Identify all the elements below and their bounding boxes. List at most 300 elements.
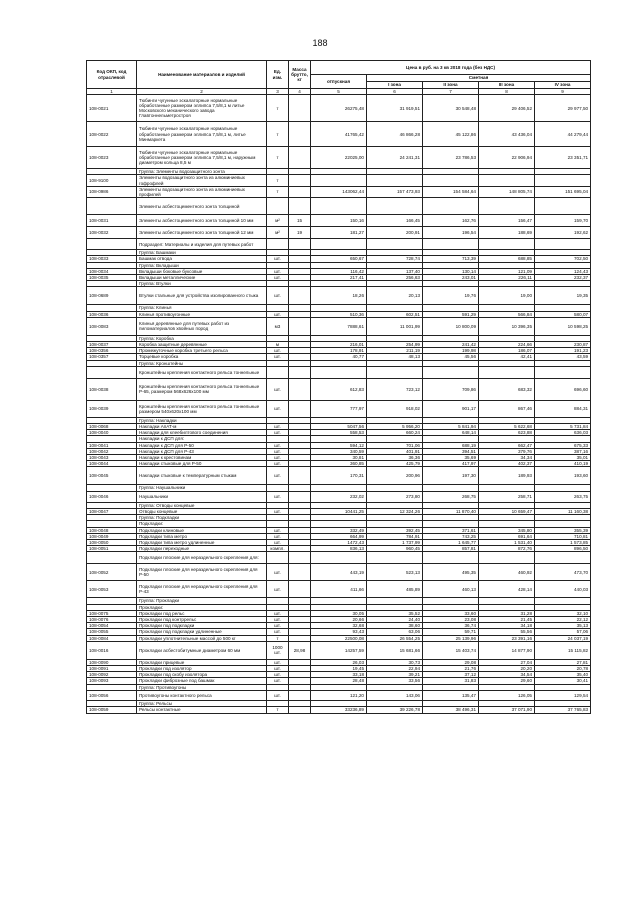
cell-zone-1-price: 157 473,93 bbox=[367, 186, 423, 197]
cell-code: 108-0093 bbox=[87, 678, 137, 684]
cell-zone-1-price: 39 226,78 bbox=[367, 706, 423, 713]
cell-zone-4-price: 35,40 bbox=[535, 672, 591, 678]
cell-zone-1-price: 401,91 bbox=[367, 448, 423, 454]
cell-zone-3-price: 691,64 bbox=[479, 533, 535, 539]
cell-code: 108-0090 bbox=[87, 659, 137, 665]
cell-release-price: 232,02 bbox=[311, 491, 367, 502]
cell-code: 108-0033 bbox=[87, 256, 137, 262]
cell-name: Подкладки плоские для нераздельного скрепления для: bbox=[137, 552, 267, 564]
cell-zone-3-price bbox=[479, 552, 535, 564]
cell-code: 108-0041 bbox=[87, 442, 137, 448]
cell-zone-3-price: 29 406,52 bbox=[479, 95, 535, 122]
table-row bbox=[87, 366, 591, 378]
cell-name: Накладки для клеебилтового соединения bbox=[137, 430, 267, 436]
cell-zone-3-price: 42,41 bbox=[479, 354, 535, 360]
cell-release-price: 41765,42 bbox=[311, 122, 367, 147]
cell-zone-3-price: 5 622,68 bbox=[479, 424, 535, 430]
cell-zone-4-price bbox=[535, 552, 591, 564]
cell-name: Тюбинги чугунные эскалаторные нормальные обработанные размером эллипса 7,5/8,1 м литье Московского механического завода Главтоннельметростроя bbox=[137, 95, 267, 122]
cell-mass bbox=[289, 175, 311, 186]
cell-zone-1-price: 5 956,20 bbox=[367, 424, 423, 430]
cell-zone-1-price: 701,06 bbox=[367, 442, 423, 448]
cell-zone-4-price: 636,03 bbox=[535, 430, 591, 436]
cell-name: Втулки стальные для устройства изолированного стыка bbox=[137, 287, 267, 305]
cell-code: 108-0016 bbox=[87, 641, 137, 659]
cell-zone-4-price: 43,59 bbox=[535, 354, 591, 360]
cell-zone-4-price: 124,43 bbox=[535, 268, 591, 274]
cell-mass: 15 bbox=[289, 215, 311, 227]
cell-zone-3-price: 258,71 bbox=[479, 491, 535, 502]
cell-mass bbox=[289, 122, 311, 147]
cell-code bbox=[87, 198, 137, 215]
cell-name: Накладки к ДСП для Р-50 bbox=[137, 442, 267, 448]
table-row bbox=[87, 215, 591, 227]
cell-zone-3-price: 126,05 bbox=[479, 690, 535, 700]
cell-zone-4-price: 15 115,82 bbox=[535, 641, 591, 659]
cell-release-price: 650,67 bbox=[311, 256, 367, 262]
cell-code: 108-0032 bbox=[87, 227, 137, 239]
cell-zone-3-price: 1 531,40 bbox=[479, 539, 535, 545]
cell-zone-2-price: 15 403,74 bbox=[423, 641, 479, 659]
cell-zone-1-price: 166,45 bbox=[367, 215, 423, 227]
cell-unit: шт. bbox=[267, 610, 289, 616]
cell-release-price: 178,91 bbox=[311, 348, 367, 354]
cell-release-price: 360,85 bbox=[311, 461, 367, 467]
cell-mass bbox=[289, 564, 311, 581]
cell-code: 108-0689 bbox=[87, 287, 137, 305]
cell-zone-2-price: 36,74 bbox=[423, 623, 479, 629]
price-table bbox=[86, 60, 591, 714]
cell-name: Группа: Наушальники bbox=[137, 485, 267, 491]
cell-zone-2-price: 196,54 bbox=[423, 227, 479, 239]
cell-unit: шт. bbox=[267, 672, 289, 678]
cell-name: Группа: Кронштейны bbox=[137, 360, 267, 366]
cell-mass bbox=[289, 317, 311, 335]
cell-zone-2-price bbox=[423, 175, 479, 186]
cell-zone-2-price: 688,19 bbox=[423, 442, 479, 448]
cell-release-price: 33,18 bbox=[311, 672, 367, 678]
cell-name: Элементы асбестоцементного зонта толщиной 10 мм bbox=[137, 215, 267, 227]
cell-zone-2-price: 31,83 bbox=[423, 678, 479, 684]
cell-release-price bbox=[311, 198, 367, 215]
header-release: отпускная bbox=[311, 75, 367, 89]
table-row bbox=[87, 378, 591, 400]
cell-code: 108-0045 bbox=[87, 467, 137, 485]
cell-unit: шт. bbox=[267, 311, 289, 317]
cell-zone-1-price: 200,96 bbox=[367, 467, 423, 485]
cell-zone-2-price: 33,60 bbox=[423, 610, 479, 616]
cell-release-price: 558,53 bbox=[311, 430, 367, 436]
table-row bbox=[87, 400, 591, 417]
cell-release-price: 30,05 bbox=[311, 610, 367, 616]
cell-mass bbox=[289, 198, 311, 215]
cell-code bbox=[87, 366, 137, 378]
cell-code: 108-0356 bbox=[87, 348, 137, 354]
cell-name: Группа: Прокладки bbox=[137, 598, 267, 604]
cell-zone-3-price: 148 805,74 bbox=[479, 186, 535, 197]
cell-zone-4-price: 19,35 bbox=[535, 287, 591, 305]
header-unit: Ед. изм. bbox=[267, 61, 289, 89]
cell-name: Клинья деревянные для путевых работ из пиломатериалов хвойных пород bbox=[137, 317, 267, 335]
table-row bbox=[87, 122, 591, 147]
cell-name: Прокладки под рельс bbox=[137, 610, 267, 616]
cell-zone-1-price bbox=[367, 552, 423, 564]
cell-zone-3-price: 27,04 bbox=[479, 659, 535, 665]
cell-release-price: 150,16 bbox=[311, 215, 367, 227]
cell-name: Накладки к ДСП для Р-43 bbox=[137, 448, 267, 454]
cell-zone-2-price: 197,30 bbox=[423, 467, 479, 485]
header-estimate: Сметная bbox=[367, 75, 591, 82]
cell-zone-3-price: 872,76 bbox=[479, 546, 535, 552]
cell-zone-4-price: 29 977,50 bbox=[535, 95, 591, 122]
cell-unit: шт. bbox=[267, 508, 289, 514]
cell-unit: шт. bbox=[267, 275, 289, 281]
cell-release-price: 33236,89 bbox=[311, 706, 367, 713]
cell-zone-2-price: 29,08 bbox=[423, 659, 479, 665]
cell-name: Прокладки асбестобитумные диаметром 60 мм bbox=[137, 641, 267, 659]
column-number: 1 bbox=[87, 89, 137, 95]
cell-unit: шт. bbox=[267, 354, 289, 360]
cell-zone-4-price: 473,70 bbox=[535, 564, 591, 581]
cell-unit: шт. bbox=[267, 442, 289, 448]
cell-zone-4-price: 232,37 bbox=[535, 275, 591, 281]
cell-zone-3-price: 34,34 bbox=[479, 455, 535, 461]
cell-zone-3-price: 662,47 bbox=[479, 442, 535, 448]
cell-name: Тюбинги чугунные эскалаторные нормальные обработанные размером эллипса 7,5/8,1 м, литье Минмаркета bbox=[137, 122, 267, 147]
cell-release-price: 594,12 bbox=[311, 442, 367, 448]
cell-zone-4-price: 387,16 bbox=[535, 448, 591, 454]
cell-unit: шт. bbox=[267, 564, 289, 581]
cell-zone-4-price: 32,10 bbox=[535, 610, 591, 616]
cell-name: Подкладки типа метро удлиненные bbox=[137, 539, 267, 545]
cell-zone-2-price: 154 584,64 bbox=[423, 186, 479, 197]
cell-zone-4-price: 263,75 bbox=[535, 491, 591, 502]
table-row bbox=[87, 491, 591, 502]
cell-zone-2-price: 37,12 bbox=[423, 672, 479, 678]
cell-zone-3-price: 867,46 bbox=[479, 400, 535, 417]
table-row bbox=[87, 227, 591, 239]
cell-zone-2-price: 243,01 bbox=[423, 275, 479, 281]
cell-name: Клинья противоугонные bbox=[137, 311, 267, 317]
cell-zone-4-price: 702,50 bbox=[535, 256, 591, 262]
cell-zone-2-price: 199,98 bbox=[423, 348, 479, 354]
cell-zone-1-price: 12 324,26 bbox=[367, 508, 423, 514]
cell-code: 108-9100 bbox=[87, 175, 137, 186]
cell-zone-4-price: 35,13 bbox=[535, 623, 591, 629]
cell-zone-2-price: 394,51 bbox=[423, 448, 479, 454]
cell-zone-1-price: 728,74 bbox=[367, 256, 423, 262]
cell-zone-2-price: 45 122,86 bbox=[423, 122, 479, 147]
cell-zone-3-price: 623,88 bbox=[479, 430, 535, 436]
cell-release-price: 30,81 bbox=[311, 455, 367, 461]
cell-code: 108-0049 bbox=[87, 533, 137, 539]
cell-zone-4-price: 440,03 bbox=[535, 581, 591, 598]
cell-mass bbox=[289, 467, 311, 485]
cell-code: 108-0091 bbox=[87, 665, 137, 671]
cell-code: 108-0044 bbox=[87, 461, 137, 467]
cell-zone-4-price: 27,81 bbox=[535, 659, 591, 665]
cell-release-price: 664,99 bbox=[311, 533, 367, 539]
cell-zone-3-price: 29,60 bbox=[479, 678, 535, 684]
cell-zone-1-price bbox=[367, 175, 423, 186]
cell-zone-1-price: 200,91 bbox=[367, 227, 423, 239]
header-name: Наименование материалов и изделий bbox=[137, 61, 267, 89]
cell-unit: шт. bbox=[267, 430, 289, 436]
cell-unit: шт. bbox=[267, 400, 289, 417]
cell-unit: т bbox=[267, 175, 289, 186]
column-number: 6 bbox=[367, 89, 423, 95]
cell-name: Прокладки под скобу изолятора bbox=[137, 672, 267, 678]
cell-zone-2-price: 35,69 bbox=[423, 455, 479, 461]
cell-zone-1-price: 254,99 bbox=[367, 342, 423, 348]
cell-name: Подкладки переходные bbox=[137, 546, 267, 552]
cell-unit: шт. bbox=[267, 455, 289, 461]
cell-zone-4-price: 151 695,04 bbox=[535, 186, 591, 197]
cell-zone-3-price: 10 396,35 bbox=[479, 317, 535, 335]
cell-name: Группа: Элементы водозащитного зонта bbox=[137, 169, 267, 175]
cell-zone-2-price: 21,76 bbox=[423, 665, 479, 671]
cell-unit: шт. bbox=[267, 690, 289, 700]
cell-name: Прокладки прицевые bbox=[137, 659, 267, 665]
cell-zone-1-price: 918,02 bbox=[367, 400, 423, 417]
cell-zone-4-price: 410,19 bbox=[535, 461, 591, 467]
cell-release-price: 20,66 bbox=[311, 616, 367, 622]
header-code: Код ОКП, код отраслевой bbox=[87, 61, 137, 89]
cell-release-price: 836,13 bbox=[311, 546, 367, 552]
cell-zone-1-price: 784,91 bbox=[367, 533, 423, 539]
cell-zone-1-price: 723,12 bbox=[367, 378, 423, 400]
cell-zone-4-price: 896,50 bbox=[535, 546, 591, 552]
cell-name: Рельсы контактные bbox=[137, 706, 267, 713]
cell-zone-3-price: 566,84 bbox=[479, 311, 535, 317]
cell-code: 108-0042 bbox=[87, 448, 137, 454]
cell-release-price: 93,43 bbox=[311, 629, 367, 635]
cell-zone-2-price bbox=[423, 239, 479, 250]
cell-zone-2-price: 857,81 bbox=[423, 546, 479, 552]
cell-zone-2-price: 45,56 bbox=[423, 354, 479, 360]
cell-zone-1-price: 48,13 bbox=[367, 354, 423, 360]
cell-mass: 19 bbox=[289, 227, 311, 239]
cell-zone-2-price: 130,14 bbox=[423, 268, 479, 274]
cell-zone-2-price: 11 870,40 bbox=[423, 508, 479, 514]
cell-zone-3-price: 22 906,94 bbox=[479, 147, 535, 169]
cell-release-price: 777,97 bbox=[311, 400, 367, 417]
cell-zone-2-price: 30 548,48 bbox=[423, 95, 479, 122]
column-number: 5 bbox=[311, 89, 367, 95]
cell-release-price: 217,41 bbox=[311, 275, 367, 281]
cell-unit: т bbox=[267, 706, 289, 713]
cell-unit: т bbox=[267, 122, 289, 147]
cell-zone-4-price: 20,78 bbox=[535, 665, 591, 671]
header-zone-1: I зона bbox=[367, 82, 423, 89]
cell-zone-4-price bbox=[535, 175, 591, 186]
cell-name: Накладки стыковые к температурным стыкам bbox=[137, 467, 267, 485]
cell-zone-4-price: 192,62 bbox=[535, 227, 591, 239]
cell-zone-1-price: 24 241,31 bbox=[367, 147, 423, 169]
table-row bbox=[87, 186, 591, 197]
cell-zone-2-price: 709,86 bbox=[423, 378, 479, 400]
cell-name: Противоугоны контактного рельса bbox=[137, 690, 267, 700]
cell-unit: шт. bbox=[267, 378, 289, 400]
cell-name: Накладки к крестовинам bbox=[137, 455, 267, 461]
cell-unit bbox=[267, 198, 289, 215]
header-zone-2: II зона bbox=[423, 82, 479, 89]
cell-zone-2-price: 591,29 bbox=[423, 311, 479, 317]
cell-zone-4-price: 57,06 bbox=[535, 629, 591, 635]
cell-unit: шт. bbox=[267, 616, 289, 622]
cell-release-price: 332,49 bbox=[311, 527, 367, 533]
cell-zone-2-price: 743,25 bbox=[423, 533, 479, 539]
cell-code: 108-0046 bbox=[87, 491, 137, 502]
cell-name: Кронштейны крепления контактного рельса тоннельные Р-65, размером 568x626x100 мм bbox=[137, 378, 267, 400]
cell-unit: шт. bbox=[267, 448, 289, 454]
cell-mass bbox=[289, 147, 311, 169]
cell-zone-4-price: 355,39 bbox=[535, 527, 591, 533]
cell-zone-4-price: 5 731,84 bbox=[535, 424, 591, 430]
cell-zone-1-price: 38,60 bbox=[367, 623, 423, 629]
cell-zone-4-price: 23 351,71 bbox=[535, 147, 591, 169]
cell-name: Группа: Втулки bbox=[137, 281, 267, 287]
cell-zone-2-price: 19,76 bbox=[423, 287, 479, 305]
cell-name: Вкладыши металлические bbox=[137, 275, 267, 281]
cell-zone-3-price: 189,93 bbox=[479, 467, 535, 485]
cell-name: Вкладыши боковые буксовые bbox=[137, 268, 267, 274]
cell-name: Группа: Накладки bbox=[137, 417, 267, 423]
cell-unit: шт. bbox=[267, 348, 289, 354]
cell-unit: компл. bbox=[267, 546, 289, 552]
cell-mass bbox=[289, 366, 311, 378]
cell-zone-2-price: 1 645,77 bbox=[423, 539, 479, 545]
cell-zone-1-price: 256,63 bbox=[367, 275, 423, 281]
cell-unit: шт. bbox=[267, 287, 289, 305]
cell-code bbox=[87, 239, 137, 250]
cell-unit bbox=[267, 552, 289, 564]
cell-zone-4-price: 37 765,83 bbox=[535, 706, 591, 713]
table-row bbox=[87, 147, 591, 169]
cell-zone-4-price: 710,81 bbox=[535, 533, 591, 539]
cell-zone-1-price: 660,24 bbox=[367, 430, 423, 436]
cell-unit: шт. bbox=[267, 256, 289, 262]
cell-name: Коробка защитные деревянные bbox=[137, 342, 267, 348]
cell-code: 108-0052 bbox=[87, 564, 137, 581]
cell-name: Накладки к ДСП для: bbox=[137, 436, 267, 442]
cell-zone-1-price: 960,45 bbox=[367, 546, 423, 552]
cell-unit: т bbox=[267, 95, 289, 122]
cell-release-price: 40,77 bbox=[311, 354, 367, 360]
cell-code: 108-0021 bbox=[87, 95, 137, 122]
cell-zone-1-price: 602,51 bbox=[367, 311, 423, 317]
table-row bbox=[87, 552, 591, 564]
cell-mass bbox=[289, 690, 311, 700]
cell-zone-3-price: 121,09 bbox=[479, 268, 535, 274]
cell-code: 108-0038 bbox=[87, 378, 137, 400]
cell-zone-3-price: 188,69 bbox=[479, 227, 535, 239]
cell-zone-2-price: 371,61 bbox=[423, 527, 479, 533]
cell-zone-2-price: 901,17 bbox=[423, 400, 479, 417]
cell-code: 108-0040 bbox=[87, 430, 137, 436]
cell-zone-3-price: 186,07 bbox=[479, 348, 535, 354]
cell-zone-2-price: 38 496,31 bbox=[423, 706, 479, 713]
header-zone-4: IV зона bbox=[535, 82, 591, 89]
cell-name: Подкладки плоские для нераздельного скрепления для Р-50 bbox=[137, 564, 267, 581]
cell-name: Башмак отвода bbox=[137, 256, 267, 262]
cell-zone-3-price: 21,45 bbox=[479, 616, 535, 622]
cell-code: 108-0084 bbox=[87, 635, 137, 641]
cell-unit: т bbox=[267, 635, 289, 641]
cell-release-price: 443,19 bbox=[311, 564, 367, 581]
cell-name: Тюбинги чугунные эскалаторные нормальные обработанные размером эллипса 7,5/8,1 м, наружным диаметром кольца 8,5 м bbox=[137, 147, 267, 169]
cell-code: 108-0986 bbox=[87, 186, 137, 197]
cell-name: Прокладки под подкладки bbox=[137, 623, 267, 629]
cell-name: Группа: Рельсы bbox=[137, 700, 267, 706]
cell-release-price: 28,48 bbox=[311, 678, 367, 684]
cell-name: Торцевые коробка bbox=[137, 354, 267, 360]
cell-unit bbox=[267, 366, 289, 378]
cell-name: Элементы водозащитного зонта из алюминиевых гофрофлей bbox=[137, 175, 267, 186]
cell-unit: шт. bbox=[267, 424, 289, 430]
table-row bbox=[87, 95, 591, 122]
cell-name: Подраздел: Материалы и изделия для путевых работ bbox=[137, 239, 267, 250]
cell-name: Наушальники bbox=[137, 491, 267, 502]
cell-zone-3-price: 34,18 bbox=[479, 623, 535, 629]
cell-zone-2-price: 241,42 bbox=[423, 342, 479, 348]
cell-zone-1-price: 31 919,51 bbox=[367, 95, 423, 122]
cell-code: 108-0023 bbox=[87, 147, 137, 169]
cell-release-price: 143062,44 bbox=[311, 186, 367, 197]
cell-mass bbox=[289, 186, 311, 197]
cell-code: 108-0054 bbox=[87, 623, 137, 629]
cell-code: 108-0047 bbox=[87, 508, 137, 514]
table-row bbox=[87, 175, 591, 186]
table-row bbox=[87, 564, 591, 581]
cell-code: 108-0357 bbox=[87, 354, 137, 360]
cell-zone-1-price bbox=[367, 239, 423, 250]
cell-release-price: 1472,43 bbox=[311, 539, 367, 545]
cell-zone-4-price bbox=[535, 239, 591, 250]
cell-release-price: 18,26 bbox=[311, 287, 367, 305]
cell-zone-1-price: 24,40 bbox=[367, 616, 423, 622]
cell-zone-1-price: 20,13 bbox=[367, 287, 423, 305]
cell-mass bbox=[289, 95, 311, 122]
cell-code: 108-0034 bbox=[87, 268, 137, 274]
cell-name: Прокладки: bbox=[137, 604, 267, 610]
cell-zone-3-price: 23 391,16 bbox=[479, 635, 535, 641]
cell-release-price bbox=[311, 239, 367, 250]
cell-zone-4-price bbox=[535, 366, 591, 378]
cell-zone-2-price: 713,39 bbox=[423, 256, 479, 262]
cell-release-price: 5047,56 bbox=[311, 424, 367, 430]
cell-name: Накладки АпАТ-м bbox=[137, 424, 267, 430]
cell-zone-3-price: 19,00 bbox=[479, 287, 535, 305]
cell-code: 108-0039 bbox=[87, 400, 137, 417]
cell-zone-3-price bbox=[479, 175, 535, 186]
cell-name: Прокладки фиброзные под башмак bbox=[137, 678, 267, 684]
cell-zone-3-price: 20,20 bbox=[479, 665, 535, 671]
cell-zone-1-price: 523,13 bbox=[367, 564, 423, 581]
cell-unit: шт. bbox=[267, 539, 289, 545]
cell-zone-4-price: 22,12 bbox=[535, 616, 591, 622]
cell-zone-4-price: 35,01 bbox=[535, 455, 591, 461]
cell-zone-1-price: 11 001,99 bbox=[367, 317, 423, 335]
cell-code: 108-0068 bbox=[87, 424, 137, 430]
cell-mass bbox=[289, 378, 311, 400]
cell-name: Прокладки под контррельс bbox=[137, 616, 267, 622]
table-row bbox=[87, 706, 591, 713]
cell-release-price: 26,03 bbox=[311, 659, 367, 665]
cell-unit: шт. bbox=[267, 581, 289, 598]
cell-zone-2-price: 23 786,53 bbox=[423, 147, 479, 169]
column-number: 7 bbox=[423, 89, 479, 95]
